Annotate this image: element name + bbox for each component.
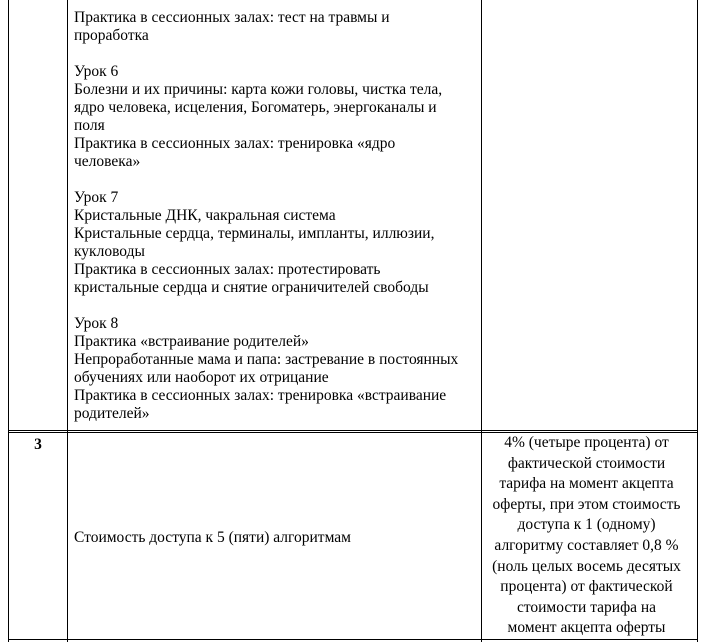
price-line: 4% (четыре процента) от (504, 434, 669, 451)
program-line: человека» (74, 153, 141, 170)
program-line: Практика в сессионных залах: тренировка «встраивание (74, 387, 447, 404)
program-text-cell (74, 9, 478, 423)
table-row-divider (8, 430, 698, 431)
price-cell (480, 433, 693, 639)
price-line: алгоритму составляет 0,8 % (494, 536, 679, 554)
program-line: поля (74, 117, 105, 134)
price-line: стоимости тарифа на (516, 598, 657, 616)
price-line: момент акцепта оферты (507, 619, 666, 637)
price-line: фактической стоимости (507, 454, 666, 472)
program-line: Практика «встраивание родителей» (74, 333, 309, 350)
program-line: родителей» (74, 405, 150, 422)
program-line: обучениях или наоборот их отрицание (74, 369, 329, 386)
program-line: Кристальные ДНК, чакральная система (74, 207, 336, 224)
paragraph-gap (74, 45, 478, 63)
program-line: Урок 8 (74, 315, 119, 332)
program-line: Непроработанные мама и папа: застревание в постоянных (74, 351, 459, 368)
program-line: Практика в сессионных залах: протестировать (74, 261, 381, 278)
program-line: Урок 7 (74, 189, 119, 206)
program-line: кристальные сердца и снятие ограничителей свободы (74, 279, 429, 296)
program-line: Болезни и их причины: карта кожи головы, чистка тела, (74, 81, 443, 98)
program-line: ядро человека, исцеления, Богоматерь, энергоканалы и (74, 99, 437, 116)
price-line: (ноль целых восемь десятых (492, 557, 681, 575)
price-line: доступа к 1 (одному) (517, 516, 656, 534)
row-description: Стоимость доступа к 5 (пяти) алгоритмам (74, 529, 351, 546)
price-line: тарифа на момент акцепта (499, 475, 674, 493)
price-line: процента) от фактической (500, 578, 673, 596)
table-border-right (697, 0, 698, 642)
program-line: Кристальные сердца, терминалы, импланты, иллюзии, (74, 225, 435, 242)
table-row-bottom (8, 639, 698, 640)
program-line: Практика в сессионных залах: тренировка «ядро (74, 135, 396, 152)
table-border-left (8, 0, 9, 642)
row-number: 3 (34, 436, 42, 453)
program-line: проработка (74, 27, 149, 44)
program-line: кукловоды (74, 243, 145, 260)
price-line: оферты, при этом стоимость (492, 495, 681, 513)
paragraph-gap (74, 297, 478, 315)
program-line: Практика в сессионных залах: тест на травмы и (74, 9, 390, 26)
table-border-col1 (67, 0, 68, 642)
program-line: Урок 6 (74, 63, 119, 80)
paragraph-gap (74, 171, 478, 189)
